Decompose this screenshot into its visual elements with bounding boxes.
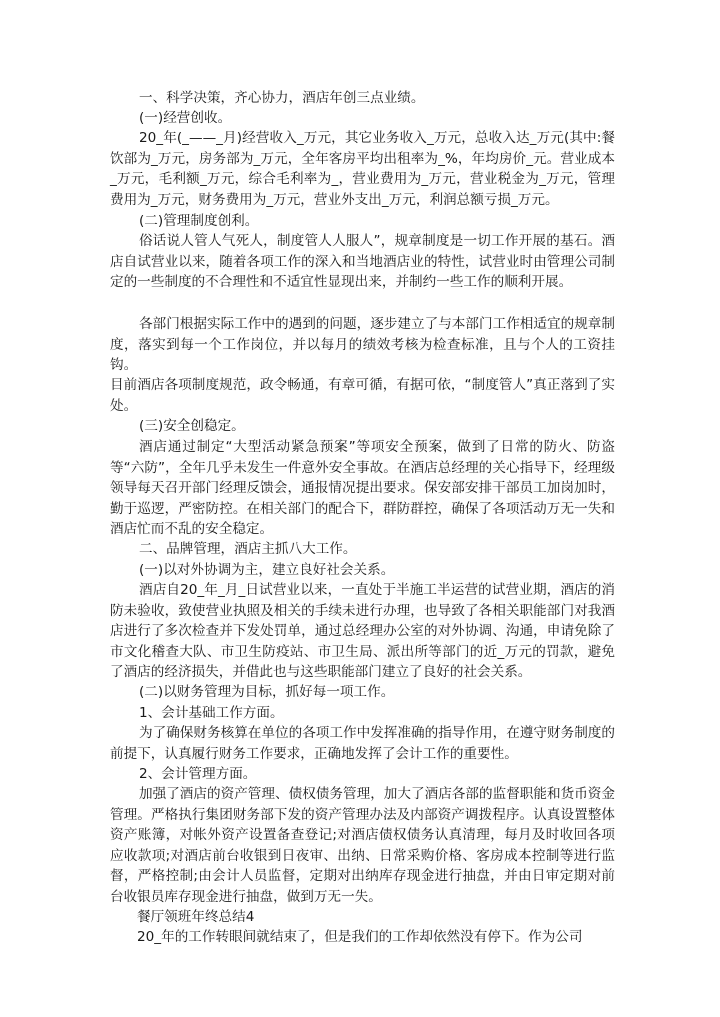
paragraph-current-status: 目前酒店各项制度规范，政令畅通，有章可循，有据可依，“制度管人”真正落到了实处。 bbox=[110, 377, 615, 414]
paragraph-coordination: 酒店自20_年_月_日试营业以来，一直处于半施工半运营的试营业期，酒店的消防未验收，致使营业执照及相关的手续未进行办理，也导致了各相关职能部门对我酒店进行了多次检查并下发处罚单，通过总经理办公室的对外协调、沟通，申请免除了市文化稽查大队、市卫生防疫站、市卫生局、派出所等部门的近_万元的罚款，避免了酒店的经济损失，并借此也与这些职能部门建立了良好的社会关系。 bbox=[110, 582, 615, 680]
subheading-coordination: (一)以对外协调为主，建立良好社会关系。 bbox=[139, 562, 395, 578]
subheading-accounting-basis: 1、会计基础工作方面。 bbox=[139, 705, 284, 721]
paragraph-departments: 各部门根据实际工作中的遇到的问题，逐步建立了与本部门工作相适宜的规章制度，落实到每一个工作岗位，并以每月的绩效考核为检查标准，且与个人的工资挂钩。 bbox=[110, 316, 615, 373]
document-title-summary-4: 餐厅领班年终总结4 bbox=[137, 909, 255, 925]
section-heading-2: 二、品牌管理，酒店主抓八大工作。 bbox=[139, 541, 357, 557]
section-heading-1: 一、科学决策，齐心协力，酒店年创三点业绩。 bbox=[139, 90, 425, 106]
paragraph-summary-intro: 20_年的工作转眼间就结束了，但是我们的工作却依然没有停下。作为公司 bbox=[137, 929, 583, 945]
subheading-accounting-management: 2、会计管理方面。 bbox=[139, 766, 257, 782]
paragraph-rules: 俗话说人管人气死人，制度管人人服人”，规章制度是一切工作开展的基石。酒店自试营业以来，随着各项工作的深入和当地酒店业的特性，试营业时由管理公司制定的一些制度的不合理性和不适宜性显现出来，并制约一些工作的顺利开展。 bbox=[110, 233, 615, 290]
paragraph-accounting-basis: 为了确保财务核算在单位的各项工作中发挥准确的指导作用，在遵守财务制度的前提下，认真履行财务工作要求，正确地发挥了会计工作的重要性。 bbox=[110, 725, 615, 762]
subheading-finance: (二)以财务管理为目标，抓好每一项工作。 bbox=[139, 684, 395, 700]
paragraph-safety: 酒店通过制定“大型活动紧急预案”等项安全预案，做到了日常的防火、防盗等“六防”，全年几乎未发生一件意外安全事故。在酒店总经理的关心指导下，经理级领导每天召开部门经理反馈会，通报情况提出要求。保安部安排干部员工加岗加时，勤于巡逻，严密防控。在相关部门的配合下，群防群控，确保了各项活动万无一失和酒店忙而不乱的安全稳定。 bbox=[110, 439, 615, 537]
subheading-management: (二)管理制度创利。 bbox=[139, 213, 259, 229]
paragraph-accounting-management: 加强了酒店的资产管理、债权债务管理，加大了酒店各部的监督职能和货币资金管理。严格执行集团财务部下发的资产管理办法及内部资产调拨程序。认真设置整体资产账簿，对帐外资产设置备查登记;对酒店债权债务认真清理，每月及时收回各项应收款项;对酒店前台收银到日夜审、出纳、日常采购价格、客房成本控制等进行监督，严格控制;由会计人员监督，定期对出纳库存现金进行抽盘，并由日审定期对前台收银员库存现金进行抽盘，做到万无一失。 bbox=[110, 786, 615, 905]
paragraph-revenue: 20_年(_——_月)经营收入_万元，其它业务收入_万元，总收入达_万元(其中:餐饮部为_万元，房务部为_万元，全年客房平均出租率为_%，年均房价_元。营业成本_万元，毛利额_万元，综合毛利率为_，营业费用为_万元，营业税金为_万元，管理费用为_万元，财务费用为_万元，营业外支出_万元，利润总额亏损_万元。 bbox=[110, 130, 615, 208]
subheading-safety: (三)安全创稳定。 bbox=[139, 418, 245, 434]
subheading-operations: (一)经营创收。 bbox=[139, 110, 232, 126]
